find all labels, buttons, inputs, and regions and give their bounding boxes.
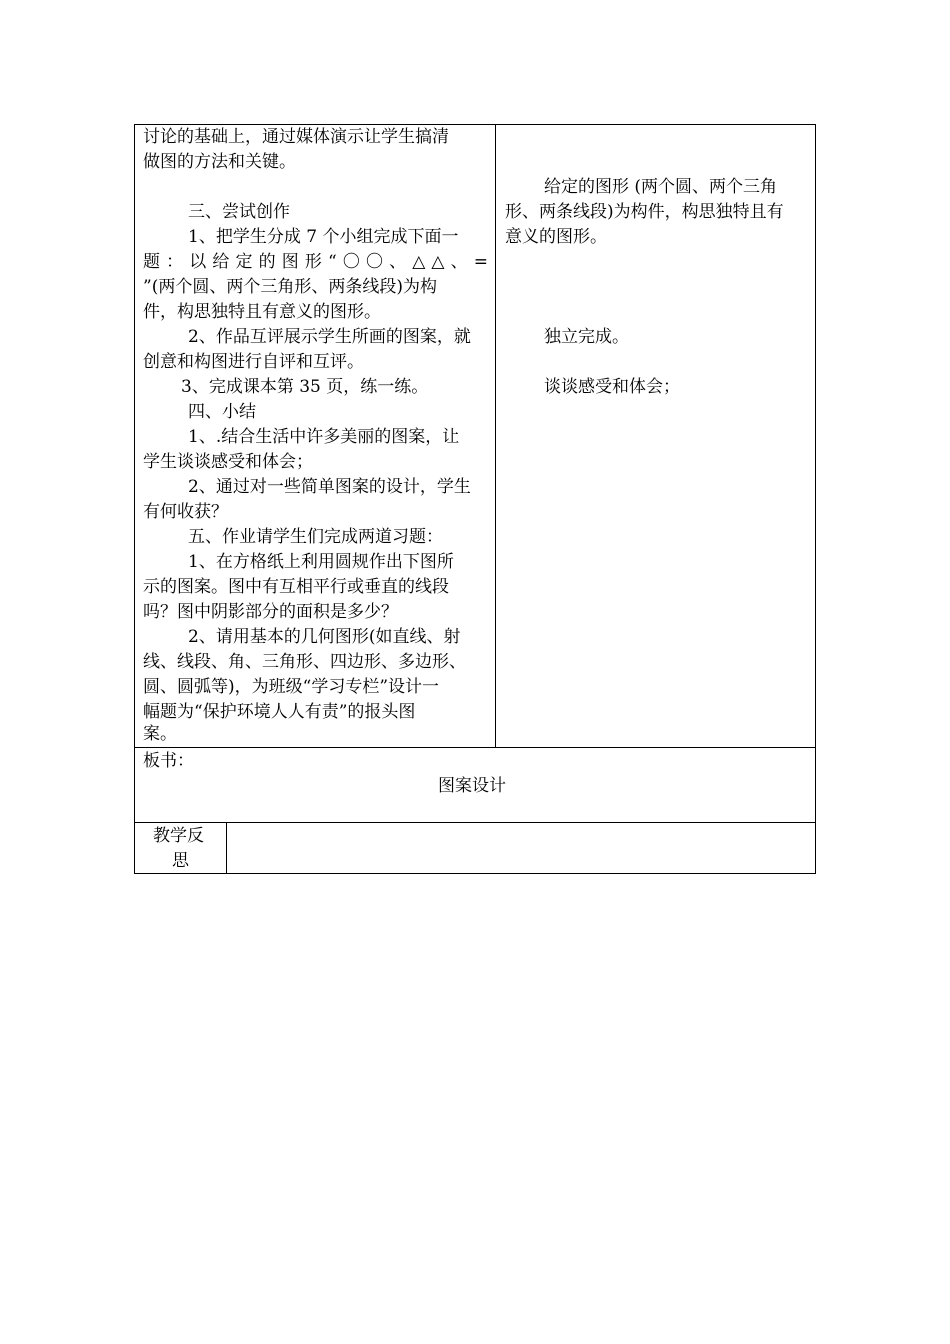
left-line-8: 2、作品互评展示学生所画的图案，就 <box>188 327 471 347</box>
left-line-9: 创意和构图进行自评和互评。 <box>143 352 364 372</box>
left-line-21: 线、线段、角、三角形、四边形、多边形、 <box>143 652 466 672</box>
column-divider <box>495 124 496 748</box>
left-line-17: 1、在方格纸上利用圆规作出下图所 <box>188 552 454 572</box>
left-line-2: 做图的方法和关键。 <box>143 152 296 172</box>
section-heading-3: 三、尝试创作 <box>188 202 290 222</box>
left-line-15: 有何收获？ <box>143 502 228 522</box>
left-line-4: 1、把学生分成 7 个小组完成下面一 <box>188 227 459 247</box>
right-line-1: 给定的图形 (两个圆、两个三角 <box>544 177 778 197</box>
right-line-5: 谈谈感受和体会； <box>544 377 680 397</box>
right-line-2: 形、两条线段)为构件，构思独特且有 <box>505 202 784 222</box>
left-line-13: 学生谈谈感受和体会； <box>143 452 313 472</box>
left-line-20: 2、请用基本的几何图形(如直线、射 <box>188 627 461 647</box>
board-label: 板书： <box>143 751 194 771</box>
left-line-24: 案。 <box>143 724 177 744</box>
section-heading-5: 五、作业请学生们完成两道习题： <box>188 527 443 547</box>
left-line-18: 示的图案。图中有互相平行或垂直的线段 <box>143 577 449 597</box>
left-line-14: 2、通过对一些简单图案的设计，学生 <box>188 477 471 497</box>
left-line-5: 题：以给定的图形“〇〇、△△、= <box>143 252 488 272</box>
reflection-row-top-border <box>134 822 816 823</box>
board-row-top-border <box>134 747 816 748</box>
left-line-7: 件，构思独特且有意义的图形。 <box>143 302 381 322</box>
left-line-1: 讨论的基础上，通过媒体演示让学生搞清 <box>143 127 449 147</box>
reflection-label-line-2: 思 <box>172 851 189 871</box>
reflection-label-divider <box>226 822 227 874</box>
left-line-10: 3、完成课本第 35 页，练一练。 <box>181 377 429 397</box>
right-line-4: 独立完成。 <box>544 327 629 347</box>
left-line-6: ”(两个圆、两个三角形、两条线段)为构 <box>143 277 437 297</box>
board-title: 图案设计 <box>438 776 506 796</box>
reflection-label-line-1: 教学反 <box>153 826 204 846</box>
right-line-3: 意义的图形。 <box>505 227 607 247</box>
section-heading-4: 四、小结 <box>188 402 256 422</box>
left-line-12: 1、.结合生活中许多美丽的图案，让 <box>188 427 460 447</box>
left-line-22: 圆、圆弧等)，为班级“学习专栏”设计一 <box>143 677 440 697</box>
left-line-19: 吗？图中阴影部分的面积是多少？ <box>143 602 398 622</box>
left-line-23: 幅题为“保护环境人人有责”的报头图 <box>143 702 416 722</box>
